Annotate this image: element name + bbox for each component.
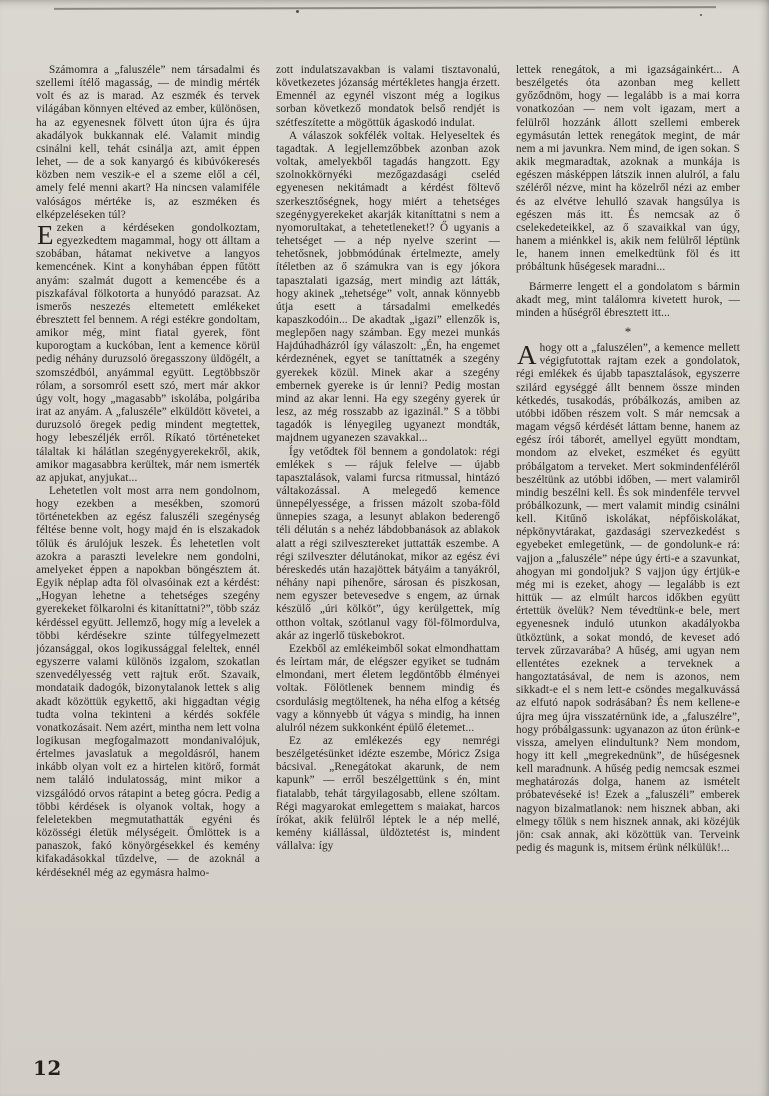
paragraph: Ez az emlékezés egy nemrégi beszélgetésünket idézte eszembe, Móricz Zsiga bácsival. „Renegátokat akarunk, de nem kapunk” — erről beszélgettünk s én, mint fiatalabb, tehát tárgyilagosabb, ellene szóltam. Régi magyarokat emlegettem s maiakat, harcos írókat, akik felülről léptek le a nép mellé, kemény kiállással, üldöztetést is, mindent vállalva: így <box>276 734 500 853</box>
paragraph: zott indulatszavakban is valami tisztavonalú, következetes józanság mértékletes hangja érzett. Emennél az egynél viszont még a logikus sorban következő mondatok belső rendjét is szétfeszítette a mögöttük ágaskodó indulat. <box>276 64 500 129</box>
paragraph: A válaszok sokfélék voltak. Helyeseltek és tagadtak. A legjellemzőbbek azonban azok voltak, amelyekből tagadás hangzott. Egy szolnokkörnyéki mezőgazdasági cseléd egyenesen nekitámadt a kérdést föltevő szerkesztőségnek, hogy miért a tehetséges szegénygyerekeket akarják kitaníttatni s nem a nyomorultakat, a tehetetleneket!? Ő ugyanis a tehetséget — a nép nyelve szerint — tehetősnek, jobbmódúnak értelmezte, amely ítéletben az ő számukra van is egy jókora tapasztalati igazság, mert mindig azt látták, hogy akinek „tehetsége” volt, annak könnyebb útja esett a társadalmi emelkedés kapaszkodóin... De akadtak „igazi” ellenzők is, meglepően nagy számban. Egy mezei munkás Hajdúhadházról így válaszolt: „Én, ha engemet kérdeznének, egyet se taníttatnék a szegény gyerekek közül. Minek akar a szegény embernek gyereke is úr lenni? Pedig mostan mind az akar lenni. Ha egy szegény gyerek úr lesz, az még rosszabb az igazinál.” S a többi tagadók is lényegileg ugyanezt mondták, majdnem ugyanezen szavakkal... <box>276 129 500 445</box>
paragraph: Így vetődtek föl bennem a gondolatok: régi emlékek s — rájuk felelve — újabb tapasztalások, valami furcsa ritmussal, hintázó váltakozással. A melegedő kemence ünnepélyessége, a frissen mázolt szoba-föld ünnepies szaga, a lesunyt ablakon bederengő téli délután s a nehéz lábdobbanások az ablakok alatt a régi szilvesztereket juttatták eszembe. A régi szilveszter délutánokat, mikor az egész évi béreskedés után hazajöttek bátyáim a tanyákról, néhány napi pihenőre, sárosan és piszkosan, nem egyszer betevesedve s engem, az úrnak készülő „úri kölköt”, úgy kerülgettek, míg otthon voltak, szótlanul vagy föl-fölmordulva, akár az ingerlő tüskebokrot. <box>276 445 500 642</box>
scan-artifact-line <box>54 6 716 10</box>
paragraph: Ahogy ott a „faluszélen”, a kemence mellett végigfutottak rajtam ezek a gondolatok, régi emlékek és újabb tapasztalások, egyszerre szilárd egységgé állt bennem össze minden kétkedés, tusakodás, próbálkozás, amiben az utóbbi időben részem volt. S már nemcsak a magam végső kérdését láttam benne, hanem az egész írói táborét, amellyel együtt mondtam, mondom az elveket, eszméket és együtt próbálgatom a terveket. Mert sokmindenféléről beszéltünk az utóbbi időben, — mert valamiről mindig beszélni kell. És sok mindenféle tervvel próbálkozunk, — mert valamit mindig csinálni kell. Kitűnő iskolákat, népfőiskolákat, népkönyvtárakat, gazdasági szervezkedést s egyebeket emlegetünk, — de gondolunk-e rá: vajjon a „faluszéle” népe úgy érti-e a szavunkat, ahogyan mi gondoljuk? S vajjon úgy értjük-e még mi is ezeket, ahogy — legalább is ezt hittük — az elmúlt harcos időkben együtt értettük övelük? Nem tévedtünk-e bele, mert egyenesnek induló utunkon akadályokba ütköztünk, a sokat mondó, de keveset adó tervek zűrzavarába? A hűség, ami ugyan nem ellentétes ezeknek a terveknek a hangoztatásával, de nem is azonos, nem sikkadt-e el s nem lett-e csöndes megalkuvássá az elfutó napok sodrásában? És nem kellene-e újra meg újra visszatérnünk ide, a „faluszélre”, hogy próbálgassunk: ugyanazon az úton érünk-e vissza, amelyen elindultunk? Nem mondom, hogy itt kell „megrekednünk”, de hűségesnek kell maradnunk. A hűség pedig nemcsak eszmei meghatározás dolga, hanem az ismételt próbatevéseké is! Ezek a „faluszéli” emberek nagyon bizalmatlanok: nem hisznek abban, aki elmegy tőlük s nem hisznek annak, aki közéjük jön: csak annak, aki közöttük van. Terveink pedig és magunk is, mitsem érünk nélkülük!... <box>516 340 740 855</box>
scan-artifact-speck <box>700 14 702 16</box>
paragraph: Lehetetlen volt most arra nem gondolnom, hogy ezekben a mesékben, szomorú történetekben az egész faluszéli szegénység féltése benne volt, hogy majd én is elszakadok tőlük és árulójuk leszek. És lehetetlen volt azokra a paraszti levelekre nem gondolni, amelyeket éppen a napokban böngésztem át. Egyik néplap adta föl olvasóinak ezt a kérdést: „Hogyan lehetne a tehetséges szegény gyerekeket fölkarolni és kitaníttatni?”, több száz kérdéssel együtt. Jellemző, hogy míg a levelek a többi kérdésekre szinte túlfegyelmezett józansággal, okos logikussággal feleltek, ennél egyszerre valami különös izgalom, szokatlan szenvedélyesség vett rajtuk erőt. Szavaik, mondataik dadogók, bizonytalanok lettek s alig akadt közöttük egykettő, aki higgadtan végig tudta volna tekinteni a kérdés sokféle vonatkozásait. Nem azért, mintha nem lett volna logikusan megfogalmazott mondanivalójuk, értelmes javaslatuk a megoldásról, hanem inkább olyan volt ez a hirtelen kitörő, formát nem találó indulatosság, mint mikor a vizsgálódó orvos rátapint a beteg gócra. Pedig a többi kérdések is olyanok voltak, hogy a feleletekben megmutathatták egyéni és közösségi életük mélységeit. Ömlöttek is a panaszok, fakó könyörgésekkel és kemény kifakadásokkal tűzdelve, — de azoknál a kérdéseknél még az egymásra halmo- <box>36 485 260 879</box>
drop-cap: E <box>37 219 54 250</box>
section-separator: * <box>624 323 632 339</box>
paragraph: Ezeken a kérdéseken gondolkoztam, egyezkedtem magammal, hogy ott álltam a szobában, hátamat nekivetve a langyos kemencének. Kint a konyhában éppen fűtött anyám: szalmát dugott a kemencébe és a piszkafával fölkotorta a hunyódó parazsat. Az ismerős neszezés eltemetett emlékeket ébresztett fel bennem. A régi estékre gondoltam, amikor még, mint fiatal gyerek, fönt kuporogtam a kuckóban, lent a kemence körül pedig néhány duruzsoló öregasszony üldögélt, a szomszédból, anyámmal együtt. Legtöbbször rólam, a sorsomról esett szó, mert már akkor úgy volt, hogy „magasabb” iskolába, polgáriba irat az anyám. A „faluszéle” elküldött követei, a duruzsoló öregek pedig mindent megtettek, hogy lebeszéljék erről. Ríkató történeteket tálaltak ki hálátlan szegénygyerekekről, akik, amikor magasabbra kerültek, már nem ismerték az apjukat, anyjukat... <box>36 219 260 484</box>
text-column-3 <box>516 64 740 1054</box>
paragraph: Számomra a „faluszéle” nem társadalmi és szellemi ítélő magasság, — de mindig mérték volt és az is marad. Az eszmék és tervek világában könnyen eltéved az ember, különösen, ha az egyenesnek fölvett úton újra és újra akadályok bukkannak elé. Valamit mindig csinálni kell, tehát csinálja azt, amit éppen lehet, — de a sok kanyargó és kibúvókeresés közben nem veszik-e el a szeme elől a cél, amely felé menni akart? Ha nincsen valamiféle valóságos mértéke is, az eszméken és elképzeléseken túl? <box>36 64 260 221</box>
text-column-1 <box>36 64 260 1054</box>
text-column-2 <box>276 64 500 1054</box>
scan-artifact-speck <box>296 10 299 13</box>
paragraph: Bármerre lengett el a gondolatom s bármin akadt meg, mint találomra kivetett hurok, — minden a hűségről ébresztett itt... <box>516 280 740 319</box>
drop-cap: A <box>517 340 537 371</box>
paragraph: lettek renegátok, a mi igazságainkért... A beszélgetés óta azonban meg kellett győződnöm, hogy — legalább is a mai korra vonatkozóan — nem volt igazam, mert a felülről hozzánk állott szellemi emberek egymásután lettek renegátok megint, de már nem a mi javunkra. Nem mind, de igen sokan. S akik megmaradtak, azoknak a munkája is egészen másképpen látszik innen alulról, a falu széléről nézve, mint ha közelről nézi az ember és az elvétve lehulló szavak hangsúlya is egészen más itt. És nemcsak az ő cselekedeteikkel, az ő szavaikkal van úgy, hanem a miénkkel is, akik nem felülről léptünk le, hanem innen emelkedtünk föl és itt próbáltunk hűségesek maradni... <box>516 64 740 274</box>
page-number: 12 <box>33 1056 62 1080</box>
paragraph: Ezekből az emlékeimből sokat elmondhattam és leírtam már, de elégszer egyiket se tudnám elmondani, mert életem legdöntőbb élményei voltak. Fölötlenek bennem mindig és csordulásig megtöltenek, ha néha elfog a kétség vagy a könnyebb út vágya s mindig, ha innen alulról nézem sukkonként épülő életemet... <box>276 642 500 734</box>
article-body <box>36 64 740 1054</box>
